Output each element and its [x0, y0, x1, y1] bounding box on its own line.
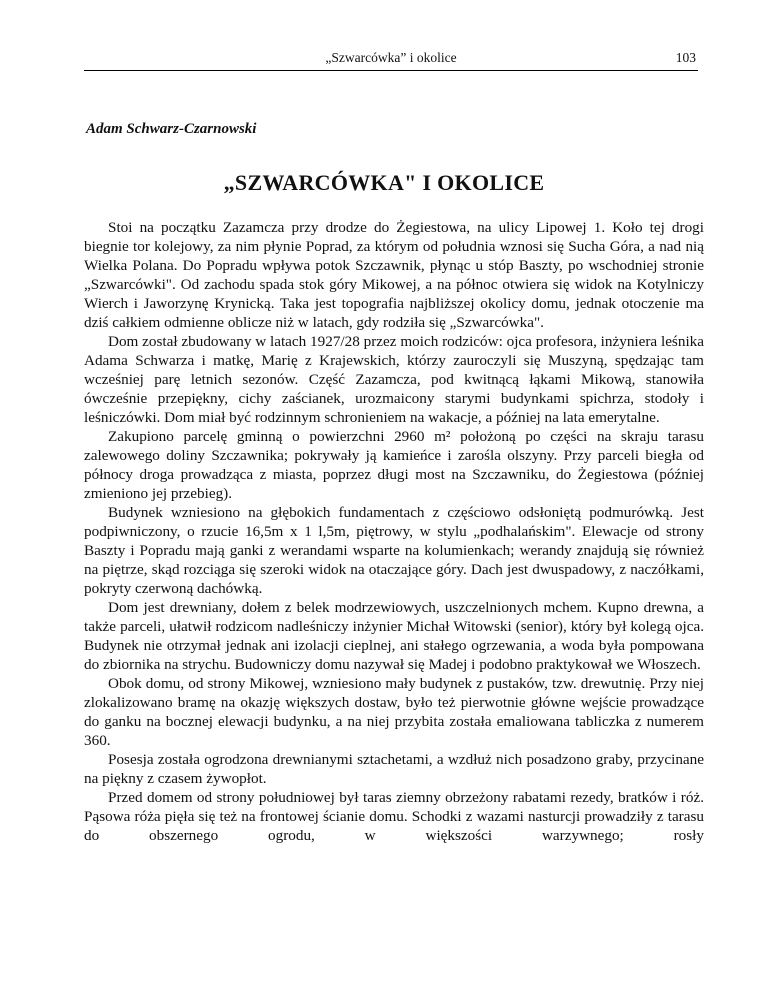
paragraph: Przed domem od strony południowej był taras ziemny obrzeżony rabatami rezedy, bratków i róż. Pąsowa róża pięła się też na frontowej ścianie domu. Schodki z wazami nasturcji prowadziły z tarasu do obszernego ogrodu, w większości warzywnego; rosły [84, 789, 704, 844]
page-number: 103 [675, 50, 696, 65]
running-title: „Szwarcówka” i okolice [325, 50, 457, 65]
paragraph: Zakupiono parcelę gminną o powierzchni 2960 m² położoną po części na skraju tarasu zalewowego doliny Szczawnika; pokrywały ją kamieńce i zarośla olszyny. Przy parceli biegła od północy droga prowadząca z miasta, poprzez długi most na Szczawniku, do Żegiestowa (później zmieniono jej przebieg). [84, 428, 704, 502]
paragraph: Budynek wzniesiono na głębokich fundamentach z częściowo odsłoniętą podmurówką. Jest podpiwniczony, o rzucie 16,5m x 1 l,5m, piętrowy, w stylu „podhalańskim". Elewacje od strony Baszty i Popradu mają ganki z werandami wsparte na kolumienkach; werandy znajdują się również na piętrze, skąd rozciąga się szeroki widok na otaczające góry. Dach jest dwuspadowy, z naczółkami, pokryty czerwoną dachówką. [84, 504, 704, 597]
running-header [84, 50, 698, 71]
author-name: Adam Schwarz-Czarnowski [86, 121, 257, 137]
paragraph: Stoi na początku Zazamcza przy drodze do Żegiestowa, na ulicy Lipowej 1. Koło tej drogi biegnie tor kolejowy, za nim płynie Poprad, za którym od południa wznosi się Sucha Góra, a nad nią Wielka Polana. Do Popradu wpływa potok Szczawnik, płynąc u stóp Baszty, po wschodniej stronie „Szwarcówki". Od zachodu spada stok góry Mikowej, a na północ otwiera się widok na Kotylniczy Wierch i Jaworzynę Krynicką. Taka jest topografia najbliższej okolicy domu, jednak otoczenie ma dziś całkiem odmienne oblicze niż w latach, gdy rodziła się „Szwarcówka". [84, 219, 704, 331]
article-body [84, 218, 704, 845]
paragraph: Dom jest drewniany, dołem z belek modrzewiowych, uszczelnionych mchem. Kupno drewna, a także parceli, ułatwił rodzicom nadleśniczy inżynier Michał Witowski (senior), który był kolegą ojca. Budynek nie otrzymał jednak ani izolacji cieplnej, ani stałego ogrzewania, a woda była pompowana do zbiornika na strychu. Budowniczy domu nazywał się Madej i podobno praktykował we Włoszech. [84, 599, 704, 673]
article-title: „SZWARCÓWKA" I OKOLICE [223, 170, 545, 195]
paragraph: Obok domu, od strony Mikowej, wzniesiono mały budynek z pustaków, tzw. drewutnię. Przy niej zlokalizowano bramę na okazję większych dostaw, było też pierwotnie główne wejście prowadzące do ganku na bocznej elewacji budynku, a na niej przybita została emaliowana tabliczka z numerem 360. [84, 675, 704, 749]
paragraph: Dom został zbudowany w latach 1927/28 przez moich rodziców: ojca profesora, inżyniera leśnika Adama Schwarza i matkę, Marię z Krajewskich, którzy zauroczyli się Muszyną, spędzając tam wcześniej parę letnich sezonów. Część Zazamcza, pod kwitnącą łąkami Mikową, stanowiła ówcześnie przepiękny, cichy zaścianek, urozmaicony starymi budynkami spichrza, stodoły i leśniczówki. Dom miał być rodzinnym schronieniem na wakacje, a później na lata emerytalne. [84, 333, 704, 426]
paragraph: Posesja została ogrodzona drewnianymi sztachetami, a wzdłuż nich posadzono graby, przycinane na piękny z czasem żywopłot. [84, 751, 704, 787]
